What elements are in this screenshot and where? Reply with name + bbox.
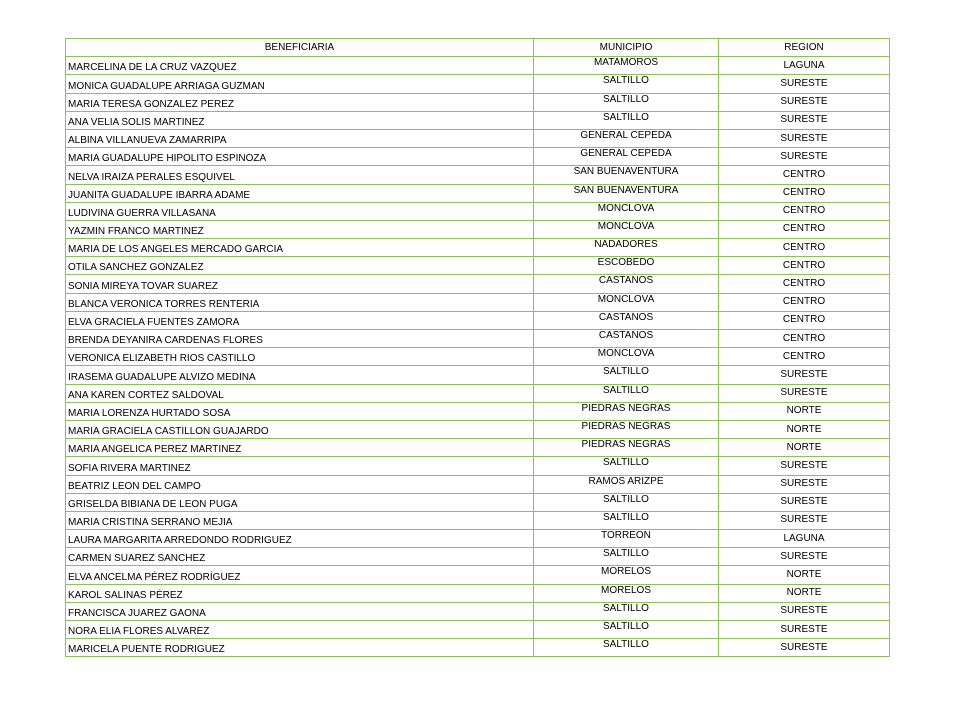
cell-beneficiaria: IRASEMA GUADALUPE ALVIZO MEDINA (66, 366, 534, 384)
cell-region: CENTRO (719, 184, 890, 202)
table-row (66, 111, 890, 129)
cell-municipio: MORELOS (534, 566, 719, 584)
cell-region: CENTRO (719, 330, 890, 348)
table-row (66, 639, 890, 657)
cell-beneficiaria: MARIA TERESA GONZALEZ PEREZ (66, 93, 534, 111)
cell-beneficiaria: JUANITA GUADALUPE IBARRA ADAME (66, 184, 534, 202)
cell-beneficiaria: SOFIA RIVERA MARTINEZ (66, 457, 534, 475)
table-row (66, 511, 890, 529)
table-row (66, 348, 890, 366)
cell-municipio: NADADORES (534, 239, 719, 257)
table-row (66, 93, 890, 111)
table-row (66, 475, 890, 493)
cell-beneficiaria: MARIA DE LOS ANGELES MERCADO GARCIA (66, 239, 534, 257)
cell-beneficiaria: NELVA IRAIZA PERALES ESQUIVEL (66, 166, 534, 184)
cell-region: SURESTE (719, 129, 890, 147)
cell-beneficiaria: YAZMIN FRANCO MARTINEZ (66, 220, 534, 238)
cell-beneficiaria: FRANCISCA JUAREZ GAONA (66, 602, 534, 620)
table-row (66, 621, 890, 639)
cell-municipio: CASTAÑOS (534, 311, 719, 329)
cell-region: NORTE (719, 584, 890, 602)
cell-beneficiaria: CARMEN SUAREZ SANCHEZ (66, 548, 534, 566)
cell-beneficiaria: MARIA GUADALUPE HIPOLITO ESPINOZA (66, 148, 534, 166)
cell-region: CENTRO (719, 220, 890, 238)
cell-beneficiaria: MARIA GRACIELA CASTILLON GUAJARDO (66, 420, 534, 438)
cell-municipio: TORREON (534, 530, 719, 548)
cell-beneficiaria: ELVA ANCELMA PÉREZ RODRÍGUEZ (66, 566, 534, 584)
table-row (66, 439, 890, 457)
cell-region: CENTRO (719, 166, 890, 184)
cell-region: SURESTE (719, 493, 890, 511)
beneficiaries-table (65, 38, 890, 657)
table-row (66, 384, 890, 402)
cell-municipio: MONCLOVA (534, 220, 719, 238)
cell-region: SURESTE (719, 621, 890, 639)
table-row (66, 184, 890, 202)
cell-municipio: CASTAÑOS (534, 275, 719, 293)
cell-municipio: MONCLOVA (534, 348, 719, 366)
cell-region: CENTRO (719, 348, 890, 366)
cell-beneficiaria: ALBINA VILLANUEVA ZAMARRIPA (66, 129, 534, 147)
table-row (66, 129, 890, 147)
cell-region: SURESTE (719, 111, 890, 129)
cell-beneficiaria: MARIA CRISTINA SERRANO MEJIA (66, 511, 534, 529)
cell-region: SURESTE (719, 366, 890, 384)
table-row (66, 493, 890, 511)
cell-municipio: RAMOS ARIZPE (534, 475, 719, 493)
table-row (66, 402, 890, 420)
table-row (66, 166, 890, 184)
cell-region: SURESTE (719, 548, 890, 566)
cell-municipio: SALTILLO (534, 111, 719, 129)
cell-region: CENTRO (719, 202, 890, 220)
table-row (66, 148, 890, 166)
cell-municipio: SAN BUENAVENTURA (534, 166, 719, 184)
cell-municipio: SALTILLO (534, 457, 719, 475)
header-beneficiaria: BENEFICIARIA (66, 39, 534, 57)
cell-beneficiaria: MONICA GUADALUPE ARRIAGA GUZMAN (66, 75, 534, 93)
cell-region: CENTRO (719, 311, 890, 329)
cell-region: CENTRO (719, 239, 890, 257)
cell-region: NORTE (719, 566, 890, 584)
table-row (66, 602, 890, 620)
cell-region: SURESTE (719, 639, 890, 657)
cell-beneficiaria: BEATRIZ LEON DEL CAMPO (66, 475, 534, 493)
table-row (66, 457, 890, 475)
cell-municipio: SALTILLO (534, 75, 719, 93)
cell-municipio: CASTAÑOS (534, 330, 719, 348)
cell-region: LAGUNA (719, 57, 890, 75)
cell-municipio: PIEDRAS NEGRAS (534, 402, 719, 420)
cell-municipio: SALTILLO (534, 93, 719, 111)
table-row (66, 257, 890, 275)
cell-municipio: MONCLOVA (534, 202, 719, 220)
cell-beneficiaria: LUDIVINA GUERRA VILLASANA (66, 202, 534, 220)
cell-beneficiaria: VERONICA ELIZABETH RIOS CASTILLO (66, 348, 534, 366)
table-header-row (66, 39, 890, 57)
table-row (66, 566, 890, 584)
cell-region: SURESTE (719, 511, 890, 529)
cell-region: SURESTE (719, 602, 890, 620)
cell-municipio: SALTILLO (534, 639, 719, 657)
cell-beneficiaria: ANA VELIA SOLIS MARTINEZ (66, 111, 534, 129)
cell-municipio: PIEDRAS NEGRAS (534, 439, 719, 457)
cell-beneficiaria: LAURA MARGARITA ARREDONDO RODRIGUEZ (66, 530, 534, 548)
header-region: REGION (719, 39, 890, 57)
cell-region: SURESTE (719, 93, 890, 111)
cell-region: SURESTE (719, 75, 890, 93)
cell-beneficiaria: MARIA ANGELICA PEREZ MARTINEZ (66, 439, 534, 457)
cell-region: SURESTE (719, 457, 890, 475)
cell-region: NORTE (719, 420, 890, 438)
table-row (66, 420, 890, 438)
cell-municipio: SALTILLO (534, 384, 719, 402)
table-row (66, 275, 890, 293)
cell-beneficiaria: ANA KAREN CORTEZ SALDOVAL (66, 384, 534, 402)
cell-region: NORTE (719, 402, 890, 420)
table-row (66, 57, 890, 75)
cell-municipio: MATAMOROS (534, 57, 719, 75)
table-body (66, 57, 890, 657)
cell-beneficiaria: MARCELINA DE LA CRUZ VAZQUEZ (66, 57, 534, 75)
cell-beneficiaria: OTILA SANCHEZ GONZALEZ (66, 257, 534, 275)
table-row (66, 293, 890, 311)
cell-region: LAGUNA (719, 530, 890, 548)
cell-municipio: SAN BUENAVENTURA (534, 184, 719, 202)
table-row (66, 584, 890, 602)
cell-region: CENTRO (719, 257, 890, 275)
cell-beneficiaria: NORA ELIA FLORES ALVAREZ (66, 621, 534, 639)
cell-municipio: MONCLOVA (534, 293, 719, 311)
cell-beneficiaria: MARIA LORENZA HURTADO SOSA (66, 402, 534, 420)
cell-beneficiaria: SONIA MIREYA TOVAR SUAREZ (66, 275, 534, 293)
cell-region: CENTRO (719, 275, 890, 293)
cell-region: NORTE (719, 439, 890, 457)
cell-municipio: MORELOS (534, 584, 719, 602)
cell-municipio: GENERAL CEPEDA (534, 148, 719, 166)
cell-municipio: SALTILLO (534, 511, 719, 529)
cell-municipio: ESCOBEDO (534, 257, 719, 275)
cell-municipio: SALTILLO (534, 621, 719, 639)
cell-municipio: SALTILLO (534, 548, 719, 566)
cell-beneficiaria: ELVA GRACIELA FUENTES ZAMORA (66, 311, 534, 329)
table-row (66, 548, 890, 566)
cell-beneficiaria: BRENDA DEYANIRA CARDENAS FLORES (66, 330, 534, 348)
cell-municipio: SALTILLO (534, 493, 719, 511)
table-row (66, 366, 890, 384)
cell-region: SURESTE (719, 148, 890, 166)
cell-municipio: PIEDRAS NEGRAS (534, 420, 719, 438)
cell-region: CENTRO (719, 293, 890, 311)
cell-municipio: SALTILLO (534, 366, 719, 384)
table-row (66, 75, 890, 93)
table-row (66, 530, 890, 548)
table-row (66, 202, 890, 220)
table-row (66, 220, 890, 238)
cell-region: SURESTE (719, 384, 890, 402)
table-row (66, 311, 890, 329)
table-row (66, 330, 890, 348)
cell-beneficiaria: BLANCA VERONICA TORRES RENTERIA (66, 293, 534, 311)
cell-beneficiaria: GRISELDA BIBIANA DE LEON PUGA (66, 493, 534, 511)
header-municipio: MUNICIPIO (534, 39, 719, 57)
cell-beneficiaria: MARICELA PUENTE RODRIGUEZ (66, 639, 534, 657)
table-row (66, 239, 890, 257)
cell-beneficiaria: KAROL SALINAS PÉREZ (66, 584, 534, 602)
cell-municipio: SALTILLO (534, 602, 719, 620)
cell-region: SURESTE (719, 475, 890, 493)
cell-municipio: GENERAL CEPEDA (534, 129, 719, 147)
